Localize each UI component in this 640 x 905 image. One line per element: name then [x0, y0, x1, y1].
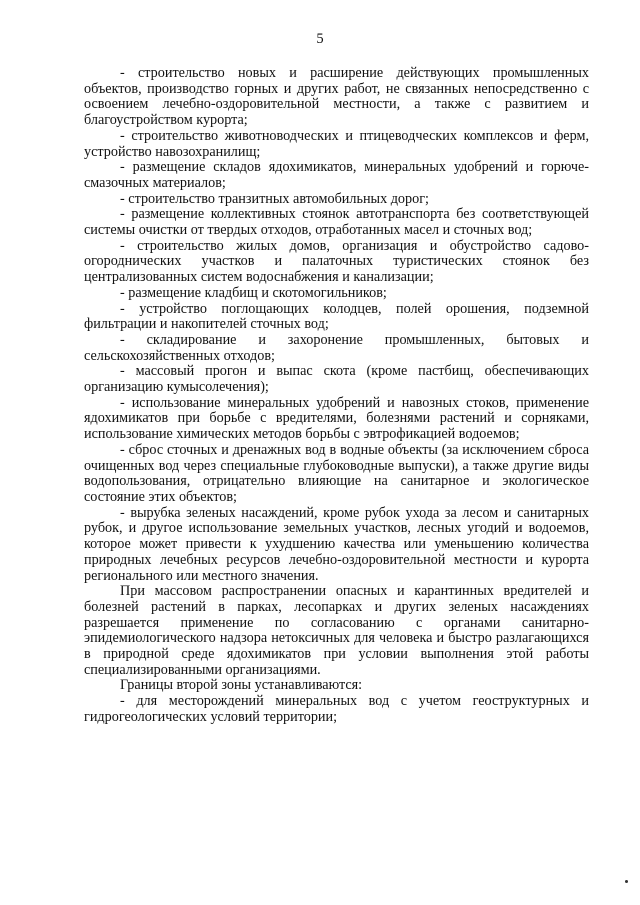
list-item: - складирование и захоронение промышленных, бытовых и сельскохозяйственных отходов; [84, 331, 589, 364]
document-body [84, 66, 589, 726]
list-item: - устройство поглощающих колодцев, полей орошения, подземной фильтрации и накопителей сточных вод; [84, 300, 589, 333]
list-item: - размещение кладбищ и скотомогильников; [120, 284, 387, 301]
list-item: - использование минеральных удобрений и навозных стоков, применение ядохимикатов при борьбе с вредителями, болезнями растений и сорняками, использование химических методов борьбы с эвтрофикацией водоемов; [84, 394, 589, 443]
list-item: - массовый прогон и выпас скота (кроме пастбищ, обеспечивающих организацию кумысолечения); [84, 363, 589, 396]
list-item: - строительство транзитных автомобильных дорог; [120, 190, 429, 207]
list-item: - для месторождений минеральных вод с учетом геоструктурных и гидрогеологических условий территории; [84, 693, 589, 725]
list-item: - строительство новых и расширение действующих промышленных объектов, производство горных и других работ, не связанных непосредственно с освоением лечебно-оздоровительной местности, а также с развитием и благоустройством курорта; [84, 65, 589, 129]
list-item: - размещение складов ядохимикатов, минеральных удобрений и горюче-смазочных материалов; [84, 159, 589, 191]
list-item: - строительство животноводческих и птицеводческих комплексов и ферм, устройство навозохранилищ; [84, 127, 589, 160]
body-paragraph: При массовом распространении опасных и карантинных вредителей и болезней растений в парках, лесопарках и других зеленых насаждениях разрешается применение по согласованию с органами санитарно-эпидемиологического надзора нетоксичных для человека и быстро разлагающихся в природной среде ядохимикатов при условии выполнения этой работы специализированными организациями. [84, 583, 589, 678]
list-item: - сброс сточных и дренажных вод в водные объекты (за исключением сброса очищенных вод через специальные глубоководные выпуски), а также другие виды водопользования, отрицательно влияющие на санитарное и экологическое состояние этих объектов; [84, 441, 589, 505]
list-item: - строительство жилых домов, организация и обустройство садово-огороднических участков и палаточных туристических стоянок без централизованных систем водоснабжения и канализации; [84, 237, 589, 286]
list-item: - вырубка зеленых насаждений, кроме рубок ухода за лесом и санитарных рубок, и другое использование земельных участков, лесных угодий и водоемов, которое может привести к ухудшению качества или уменьшению количества природных лечебных ресурсов лечебно-оздоровительной местности и курорта регионального или местного значения. [84, 504, 589, 584]
scan-speck [625, 880, 628, 883]
body-paragraph: Границы второй зоны устанавливаются: [120, 677, 363, 694]
list-item: - размещение коллективных стоянок автотранспорта без соответствующей системы очистки от твердых отходов, отработанных масел и сточных вод; [84, 206, 589, 239]
page-number: 5 [316, 31, 324, 47]
